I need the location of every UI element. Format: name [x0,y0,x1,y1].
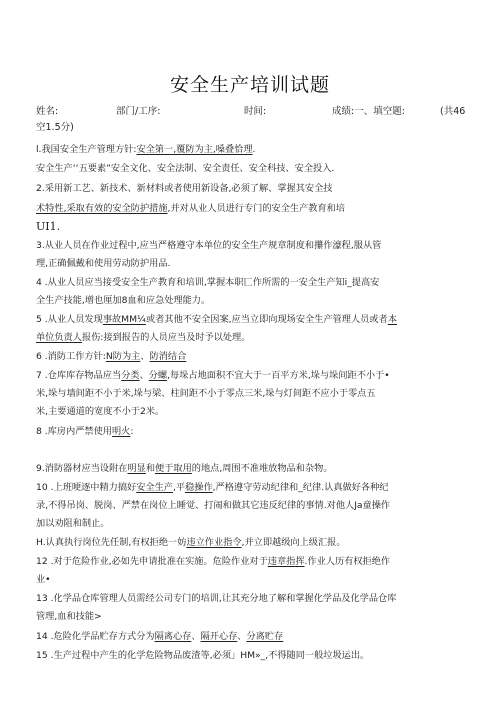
answer-blank: 防消结合 [149,351,187,362]
question-4-continued: 全生产技能,增也厘加8血和应急处理能力。 [36,295,211,306]
time-label: 时间: [244,106,267,117]
question-12: 12 .对于危险作业,必如先申请批准在实施。危险作业对于违章指挥.作业人历有权拒绝作 [36,556,391,567]
question-12-continued: 业• [36,574,51,585]
answer-blank: ,采取有效的安全防护措施 [63,203,168,214]
question-15: 15 .生产过程中产生的化学危险物品废渣等,必须」HM»_,不得随同一般垃圾运出。 [36,650,370,661]
score-label: 成绩:一、填空题: [332,106,405,117]
answer-blank: 单位负责人 [36,332,82,343]
question-5-continued: 单位负责人报伤:接到报告的人员应当及时予以处理。 [36,332,251,343]
answer-blank: 明显 [127,463,146,474]
answer-blank: 隔离心存 [154,631,192,642]
question-10-end: 加以劝阻和制止。 [36,518,110,529]
answer-blank: 分类 [121,370,140,381]
question-13-continued: 管理,血和技能> [36,611,102,622]
question-1-continued: 安全生产‘‘五要素”安全文化、安全法制、安全责任、安全科技、安全投入. [36,163,335,174]
answer-blank: 便于取用 [155,463,192,474]
question-5: 5 .从业人员发现事故MM¼或者其他不安全因案,应当立即向现场安全生产管理人员或者本 [36,314,397,325]
question-11: H.认真执行岗位先任制,有权拒绝一妨违立作业指令,并立即越级向上级汇报。 [36,537,346,548]
answer-blank: 违立作业指令 [186,537,242,548]
answer-blank: 分螺 [148,370,168,381]
answer-blank: 安全生产 [136,482,173,493]
answer-blank: 事故MM¼ [102,314,146,325]
question-7-continued: 米,垛与墙间距不小于米,垛与梁、柱间距不小于零点三米,垛与灯间距不应小于零点五 [36,388,376,399]
question-2: 2.采用新工艺、新技术、新材料或者使用新设备,必须了解、掌握其安全技 [36,183,333,194]
name-label: 姓名: [36,106,59,117]
question-6: 6 .消防工作方针:N防为主、防消结合 [36,351,187,362]
answer-blank: 违章指挥 [267,556,305,567]
answer-blank: 安全第一,覆防为主,嗓叠恰理 [136,144,253,155]
answer-blank: N防为主 [105,351,141,362]
total-label-continued: 空1.5分) [36,122,74,133]
question-10-continued: 录,不得吊岗、脱岗、严禁在岗位上睡觉、打闹和做其它违反纪律的事情.对他人Ja童操作 [36,500,391,511]
answer-blank: 明火 [112,426,131,437]
question-7: 7 .仓库库存物品应当分类、分螺,每垛占地面积不宜大于一百平方米,垛与垛间距不小于• [36,370,390,381]
department-label: 部门/工序: [116,106,161,117]
question-7-end: 米,主要通道的宽度不小于2米。 [36,406,165,417]
answer-blank: 术特性 [36,203,64,214]
question-3: 3.从业人员在作业过程中,应当严格遵守本单位的安全生产规章制度和攥作濠程,服从管 [36,240,382,251]
page-title: 安全生产培训试题 [169,74,330,96]
answer-blank: 本 [387,314,397,325]
answer-blank: 分离贮存 [246,631,284,642]
question-9: 9.消防器材应当设附在明显和便于取用的地点,周围不准堆放物品和杂物。 [36,463,333,474]
total-label: (共46 [440,106,466,117]
question-8: 8 .库房内严禁使用明火: [36,426,134,437]
question-3-continued: 理,正确佩戴和使用劳动防护用品. [36,258,171,269]
question-14: 14 .危险化学品贮存方式分为隔离心存、隔开心存、分离贮存 [36,631,284,642]
question-10: 10 .上班哽逐中精力搞好安全生产,平稳操作,严格遵守劳动纪律和_纪律.认真做好各种纪 [36,482,389,493]
answer-blank: 隔开心存 [200,631,238,642]
question-13: 13 .化学品仓库管理人员需经公司专门的培训,让其充分地了解和掌握化学品及化学品仓库 [36,593,397,604]
question-4: 4 .从业人员应当接受安全生产教育和培训,掌握本职匚作所需的一安全生产知i_提高安 [36,277,380,288]
answer-blank: 稳操作 [185,482,213,493]
question-2-end: UI1. [36,220,61,233]
question-1: l.我国安全生产管理方针:安全第一,覆防为主,嗓叠恰理. [36,144,256,155]
question-2-continued: 术特性,采取有效的安全防护措施,并对从业人员进行专门的安全生产教育和培 [36,203,346,214]
